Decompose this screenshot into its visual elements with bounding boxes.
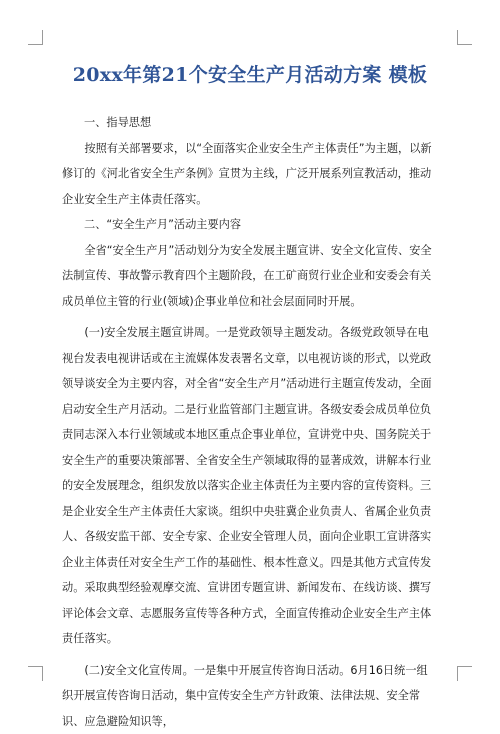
paragraph-safety-development-week: (一)安全发展主题宣讲周。一是党政领导主题发动。各级党政领导在电视台发表电视讲话或在主流媒体发表署名文章，以电视访谈的形式，以党政领导谈安全为主要内容，对全省“安全生产月”活动进行主题宣传发动，全面启动安全生产月活动。二是行业监管部门主题宣讲。各级安委会成员单位负责同志深入本行业领域或本地区重点企事业单位，宣讲党中央、国务院关于安全生产的重要决策部署、全省安全生产领域取得的显著成效，讲解本行业的安全发展理念，组织发放以落实企业主体责任为主要内容的宣传资料。三是企业安全生产主体责任大家谈。组织中央驻冀企业负责人、省属企业负责人、各级安监干部、安全专家、企业安全管理人员，面向企业职工宣讲落实企业主体责任对安全生产工作的基础性、根本性意义。四是其他方式宣传发动。采取典型经验观摩交流、宣讲团专题宣讲、新闻发布、在线访谈、撰写评论体会文章、志愿服务宣传等各种方式，全面宣传推动企业安全生产主体责任落实。 [62, 320, 438, 652]
paragraph-activity-overview: 全省“安全生产月”活动划分为安全发展主题宣讲、安全文化宣传、安全法制宣传、事故警示教育四个主题阶段，在工矿商贸行业企业和安委会有关成员单位主管的行业(领域)企事业单位和社会层面同时开展。 [62, 238, 438, 315]
document-body [62, 110, 438, 734]
paragraph-guiding-ideology: 按照有关部署要求，以“全面落实企业安全生产主体责任”为主题，以新修订的《河北省安全生产条例》宣贯为主线，广泛开展系列宣教活动，推动企业安全生产主体责任落实。 [62, 136, 438, 213]
crop-mark-bottom-left [28, 666, 43, 681]
document-title: 20xx年第21个安全生产月活动方案 模板 [40, 60, 460, 87]
crop-mark-top-right [457, 30, 472, 45]
crop-mark-top-left [28, 30, 43, 45]
crop-mark-bottom-right [457, 666, 472, 681]
section-heading-guiding-ideology: 一、指导思想 [62, 110, 438, 136]
section-heading-main-content: 二、“安全生产月”活动主要内容 [62, 212, 438, 238]
paragraph-safety-culture-week: (二)安全文化宣传周。一是集中开展宣传咨询日活动。6月16日统一组织开展宣传咨询日活动，集中宣传安全生产方针政策、法律法规、安全常识、应急避险知识等， [62, 658, 438, 734]
